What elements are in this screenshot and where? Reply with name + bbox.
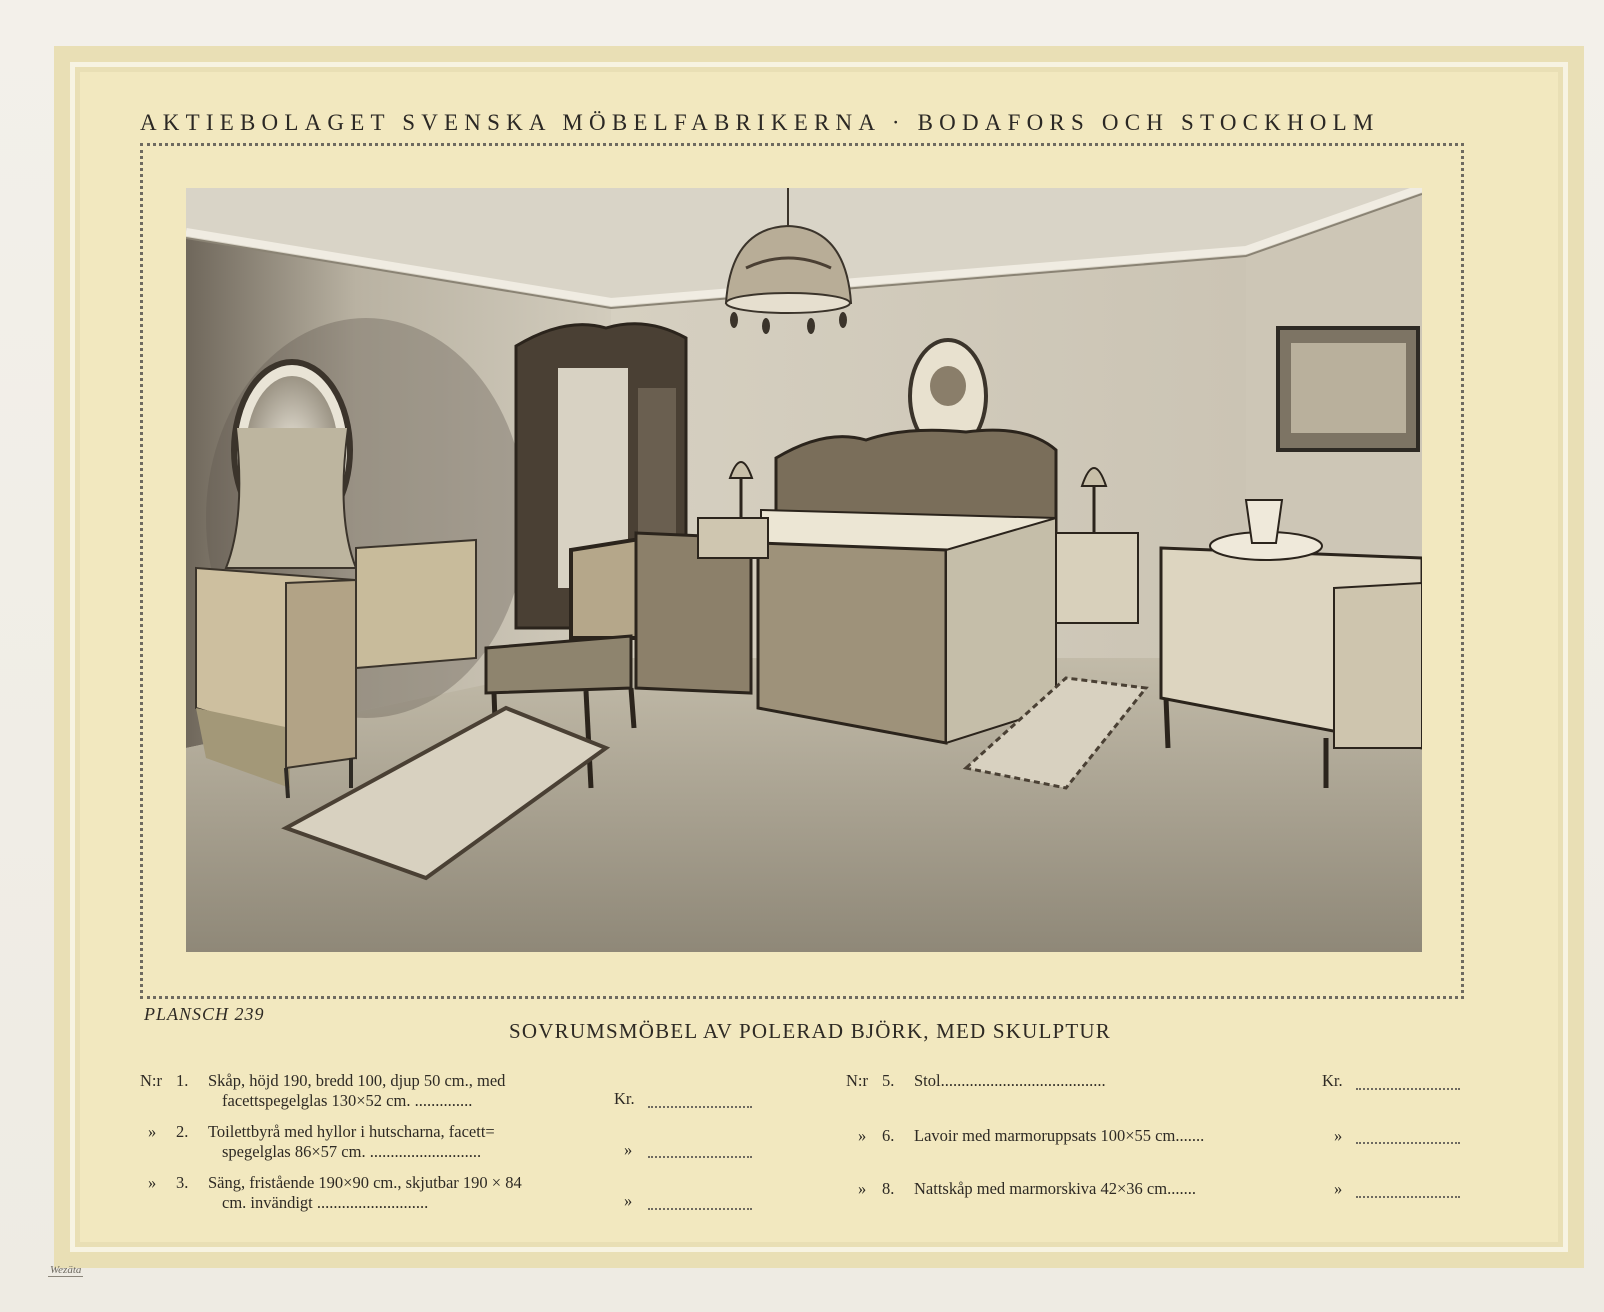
item-number: 1.	[176, 1071, 189, 1090]
item-text-line1: Toilettbyrå med hyllor i hutscharna, facett=	[208, 1122, 495, 1141]
item-prefix: »	[858, 1179, 867, 1198]
price-blank	[1356, 1196, 1460, 1198]
price-blank	[648, 1106, 752, 1108]
price-label: »	[624, 1191, 633, 1210]
bedroom-illustration	[186, 188, 1422, 952]
item-number: 2.	[176, 1122, 189, 1141]
price-label: »	[1334, 1126, 1343, 1145]
price-blank	[1356, 1142, 1460, 1144]
price-blank	[648, 1156, 752, 1158]
item-prefix: N:r	[140, 1071, 162, 1090]
item-text-line2: facettspegelglas 130×52 cm. ..............	[222, 1091, 473, 1110]
item-prefix: N:r	[846, 1071, 868, 1090]
item-text-line1: Säng, fristående 190×90 cm., skjutbar 190 × 84	[208, 1173, 522, 1192]
item-prefix: »	[148, 1173, 157, 1192]
plate-title: SOVRUMSMÖBEL AV POLERAD BJÖRK, MED SKULPTUR	[509, 1019, 1111, 1043]
price-label: »	[624, 1140, 633, 1159]
price-label: Kr.	[614, 1089, 635, 1108]
price-label: Kr.	[1322, 1071, 1343, 1090]
price-blank	[648, 1208, 752, 1210]
list-item	[846, 1126, 1306, 1148]
item-text-line1: Skåp, höjd 190, bredd 100, djup 50 cm., med	[208, 1071, 506, 1090]
item-number: 6.	[882, 1126, 895, 1145]
item-number: 8.	[882, 1179, 895, 1198]
list-item	[140, 1071, 600, 1115]
item-text: Nattskåp med marmorskiva 42×36 cm.......	[914, 1179, 1196, 1198]
company-header: AKTIEBOLAGET SVENSKA MÖBELFABRIKERNA · BODAFORS OCH STOCKHOLM	[140, 110, 1380, 135]
item-text: Stol........................................	[914, 1071, 1106, 1090]
item-number: 3.	[176, 1173, 189, 1192]
item-prefix: »	[148, 1122, 157, 1141]
printer-imprint: Wezäta	[50, 1264, 82, 1276]
price-label: »	[1334, 1179, 1343, 1198]
plate-number: PLANSCH 239	[144, 1004, 265, 1024]
list-item	[140, 1173, 600, 1217]
item-prefix: »	[858, 1126, 867, 1145]
list-item	[846, 1071, 1306, 1093]
item-text-line2: spegelglas 86×57 cm. ...........................	[222, 1142, 482, 1161]
list-item	[846, 1179, 1306, 1201]
item-number: 5.	[882, 1071, 895, 1090]
list-item	[140, 1122, 600, 1166]
item-text-line2: cm. invändigt ...........................	[222, 1193, 429, 1212]
price-blank	[1356, 1088, 1460, 1090]
item-text: Lavoir med marmoruppsats 100×55 cm.......	[914, 1126, 1205, 1145]
